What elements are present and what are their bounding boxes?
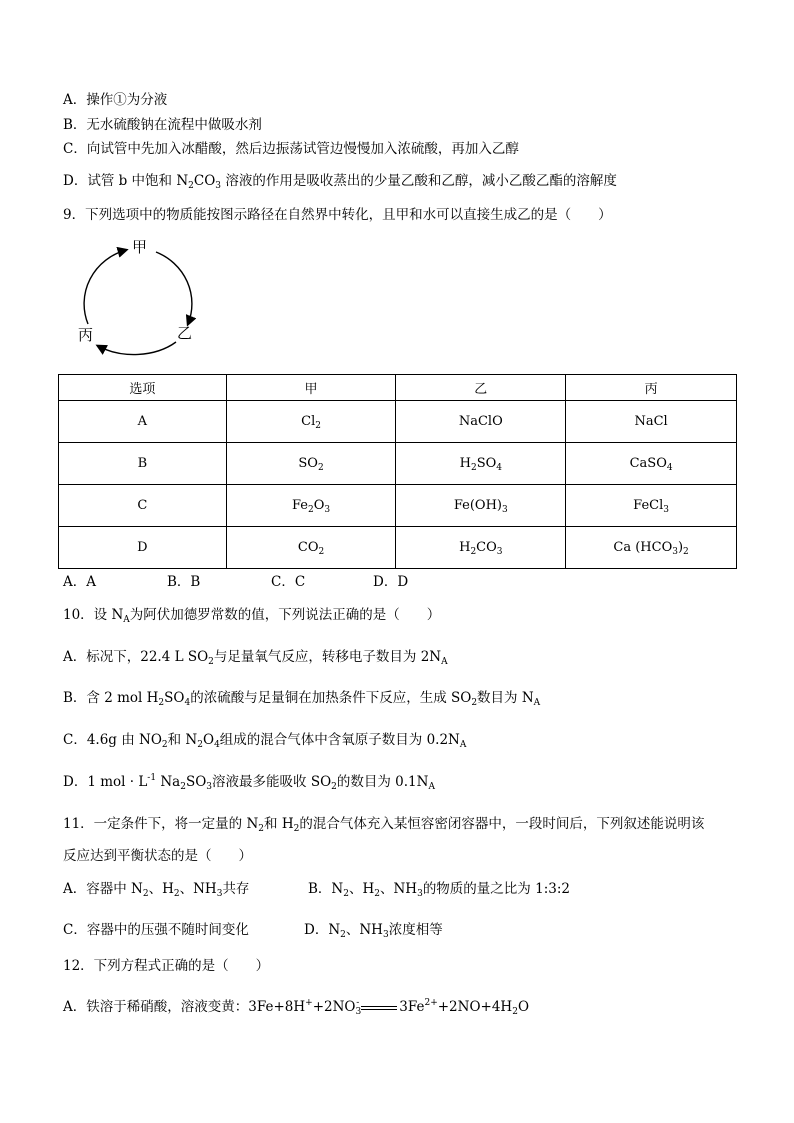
arrow-bing-to-jia (84, 250, 126, 324)
table-row (59, 527, 737, 569)
q11-option-d: D．$N_2$、$NH_3$浓度相等 (304, 922, 443, 940)
q12-stem: 12．下列方程式正确的是（ ） (63, 958, 270, 974)
cell-option: D (59, 527, 227, 569)
header-yi: 乙 (396, 375, 566, 401)
cell-jia: $Cl_2$ (226, 401, 396, 443)
q11-option-b: B．$N_2$、$H_2$、$NH_3$的物质的量之比为 1:3:2 (308, 881, 570, 899)
q11-options-cd (63, 921, 443, 940)
cell-bing: NaCl (566, 401, 737, 443)
node-bing: 丙 (78, 326, 94, 344)
q8-option-c: C．向试管中先加入冰醋酸，然后边振荡试管边慢慢加入浓硫酸，再加入乙醇 (63, 141, 519, 157)
cell-option: A (59, 401, 227, 443)
equals-double-bar (359, 1002, 399, 1014)
q11-stem-line1: 11．一定条件下，将一定量的 $N_2$和 $H_2$的混合气体充入某恒容密闭容器中，一段时间后，下列叙述能说明该 (63, 816, 705, 834)
q9-options-table (58, 374, 737, 569)
q9-choice-b: B．B (167, 574, 201, 590)
cell-option: B (59, 443, 227, 485)
arrow-jia-to-yi (156, 252, 192, 324)
q8-option-d: D．试管 b 中饱和 $N_2CO_3$ 溶液的作用是吸收蒸出的少量乙酸和乙醇，减小乙酸乙酯的溶解度 (63, 173, 617, 191)
conversion-cycle-diagram (70, 238, 204, 362)
cell-bing: FeCl$_3$ (566, 485, 737, 527)
node-yi: 乙 (177, 324, 193, 342)
q11-option-a: A．容器中 $N_2$、$H_2$、$NH_3$共存 (63, 881, 250, 899)
table-row (59, 443, 737, 485)
cell-yi: $H_2CO_3$ (396, 527, 566, 569)
q10-option-d: D．1 mol · $L^{-1}$ $Na_2SO_3$溶液最多能吸收 $SO_2$的数目为 $0.1N_A$ (63, 773, 435, 792)
table-header-row (59, 375, 737, 401)
q11-options-ab (63, 880, 570, 899)
cell-option: C (59, 485, 227, 527)
node-jia: 甲 (132, 238, 148, 256)
header-bing: 丙 (566, 375, 737, 401)
cell-yi: $H_2SO_4$ (396, 443, 566, 485)
cell-yi: $Fe(OH)_3$ (396, 485, 566, 527)
cell-jia: $Fe_2O_3$ (226, 485, 396, 527)
table-row (59, 401, 737, 443)
cell-jia: $SO_2$ (226, 443, 396, 485)
q8-option-a: A．操作①为分液 (63, 92, 168, 108)
cell-bing: Ca $(HCO_3)_2$ (566, 527, 737, 569)
q10-option-c: C．4.6g 由 $NO_2$和 $N_2O_4$组成的混合气体中含氧原子数目为 $0.2N_A$ (63, 732, 467, 750)
q9-choice-a: A．A (63, 574, 96, 590)
q9-stem: 9．下列选项中的物质能按图示路径在自然界中转化，且甲和水可以直接生成乙的是（ ） (63, 207, 612, 223)
table-row (59, 485, 737, 527)
q9-choice-c: C．C (271, 574, 306, 590)
cell-bing: CaSO$_4$ (566, 443, 737, 485)
q10-stem: 10．设 $N_A$为阿伏加德罗常数的值，下列说法正确的是（ ） (63, 607, 441, 625)
q8-option-b: B．无水硫酸钠在流程中做吸水剂 (63, 117, 262, 133)
q10-option-b: B．含 2 mol $H_2SO_4$的浓硫酸与足量铜在加热条件下反应，生成 $SO_2$数目为 $N_A$ (63, 690, 541, 708)
arrow-yi-to-bing (98, 342, 176, 355)
q12-option-a: A．铁溶于稀硝酸，溶液变黄：$3Fe+8H^++2NO_3^-$ $3Fe^{2+}+2NO+4H_2O$ (63, 998, 530, 1017)
cell-yi: NaClO (396, 401, 566, 443)
q11-stem-line2: 反应达到平衡状态的是（ ） (63, 848, 252, 864)
q9-choices (63, 573, 408, 591)
cell-jia: $CO_2$ (226, 527, 396, 569)
q10-option-a: A．标况下，22.4 L $SO_2$与足量氧气反应，转移电子数目为 $2N_A$ (63, 649, 448, 667)
header-option: 选项 (59, 375, 227, 401)
q9-choice-d: D．D (373, 574, 409, 590)
q11-option-c: C．容器中的压强不随时间变化 (63, 922, 249, 938)
header-jia: 甲 (226, 375, 396, 401)
